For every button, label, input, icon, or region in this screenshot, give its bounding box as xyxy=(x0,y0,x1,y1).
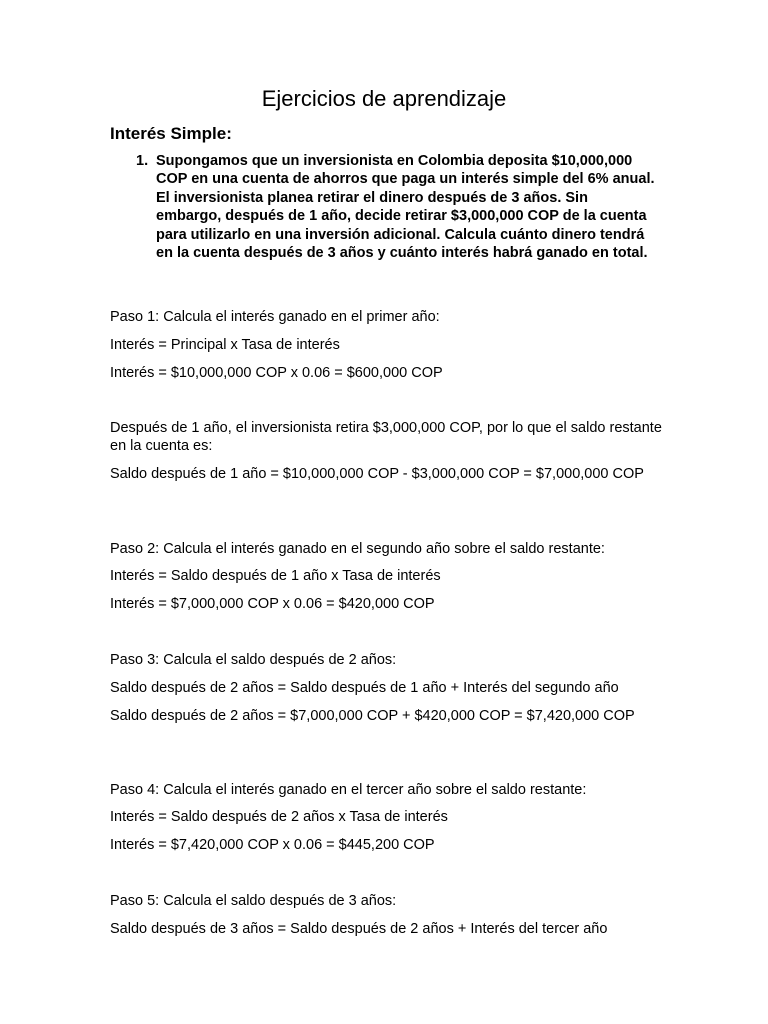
step-2-calculation: Interés = $7,000,000 COP x 0.06 = $420,000 COP xyxy=(110,596,435,612)
step-3-calculation: Saldo después de 2 años = $7,000,000 COP + $420,000 COP = $7,420,000 COP xyxy=(110,708,635,724)
problem-text: Supongamos que un inversionista en Colombia deposita $10,000,000 COP en una cuenta de ahorros que paga un interés simple del 6% anual. El inversionista planea retirar el dinero después de 3 años. Sin embargo, después de 1 año, decide retirar $3,000,000 COP de la cuenta para utilizarlo en una inversión adicional. Calcula cuánto dinero tendrá en la cuenta después de 3 años y cuánto interés habrá ganado en total. xyxy=(156,153,655,262)
step-1-calculation: Interés = $10,000,000 COP x 0.06 = $600,000 COP xyxy=(110,365,443,381)
step-2-formula: Interés = Saldo después de 1 año x Tasa de interés xyxy=(110,568,441,584)
section-heading: Interés Simple: xyxy=(110,124,232,143)
step-1-formula: Interés = Principal x Tasa de interés xyxy=(110,337,340,353)
problem-item xyxy=(136,152,656,262)
balance-year-1: Saldo después de 1 año = $10,000,000 COP - $3,000,000 COP = $7,000,000 COP xyxy=(110,466,644,482)
step-4-heading: Paso 4: Calcula el interés ganado en el tercer año sobre el saldo restante: xyxy=(110,782,587,798)
step-3-formula: Saldo después de 2 años = Saldo después de 1 año + Interés del segundo año xyxy=(110,680,619,696)
step-4-calculation: Interés = $7,420,000 COP x 0.06 = $445,200 COP xyxy=(110,837,435,853)
withdrawal-paragraph: Después de 1 año, el inversionista retira $3,000,000 COP, por lo que el saldo restante en la cuenta es: xyxy=(110,420,662,454)
page-title: Ejercicios de aprendizaje xyxy=(261,86,507,111)
step-5-heading: Paso 5: Calcula el saldo después de 3 años: xyxy=(110,893,397,909)
step-2-heading: Paso 2: Calcula el interés ganado en el segundo año sobre el saldo restante: xyxy=(110,541,605,557)
step-3-heading: Paso 3: Calcula el saldo después de 2 años: xyxy=(110,652,397,668)
step-1-heading: Paso 1: Calcula el interés ganado en el primer año: xyxy=(110,309,440,325)
step-5-formula: Saldo después de 3 años = Saldo después de 2 años + Interés del tercer año xyxy=(110,921,608,937)
problem-number: 1. xyxy=(136,153,149,169)
step-4-formula: Interés = Saldo después de 2 años x Tasa de interés xyxy=(110,809,448,825)
